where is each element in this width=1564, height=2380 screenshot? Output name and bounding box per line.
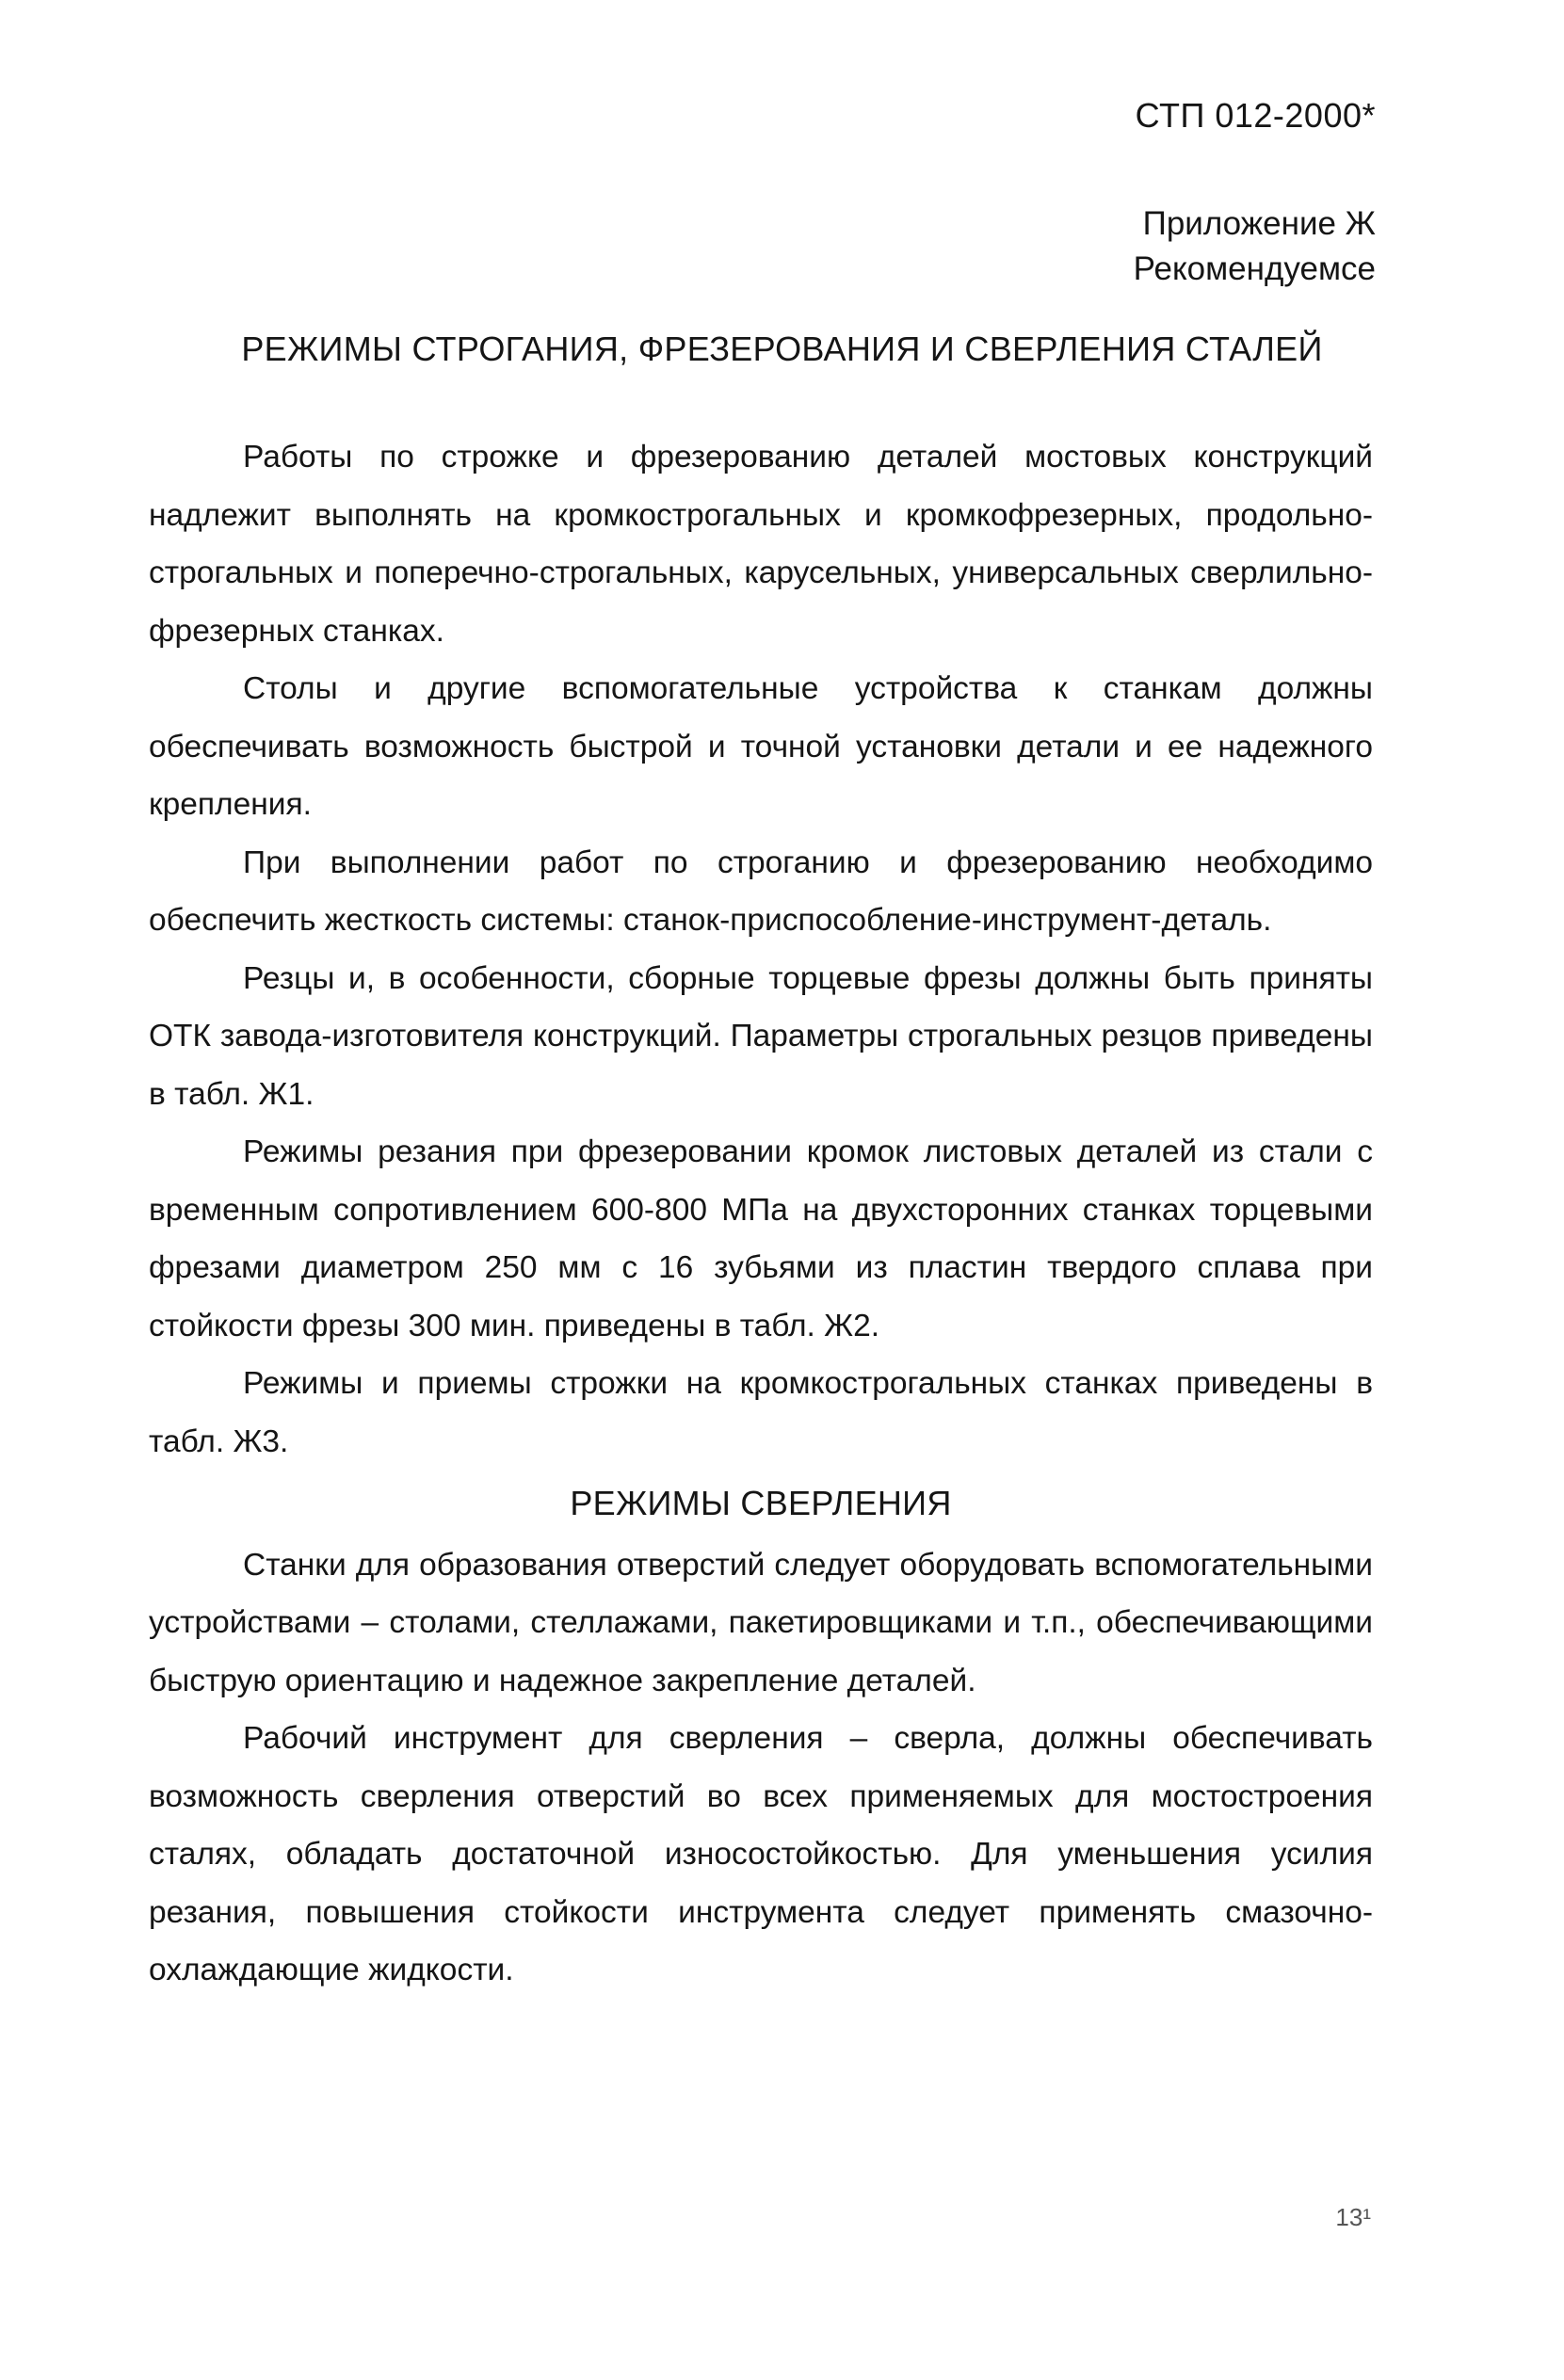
paragraph: Работы по строжке и фрезерованию деталей мостовых конструкций надлежит выполнять на кромкострогальных и кромкофрезерных, продольно-строгальных и поперечно-строгальных, карусельных, универсальных сверлильно-фрезерных станках.: [149, 440, 1373, 649]
annex-label: Приложение Ж: [1142, 205, 1376, 242]
paragraph: При выполнении работ по строганию и фрезерованию необходимо обеспечить жесткость системы: станок-приспособление-инструмент-деталь.: [149, 844, 1373, 938]
annex-status: Рекомендуемсе: [1133, 250, 1376, 287]
paragraph: Режимы и приемы строжки на кромкострогальных станках приведены в табл. Ж3.: [149, 1366, 1373, 1459]
page-title: РЕЖИМЫ СТРОГАНИЯ, ФРЕЗЕРОВАНИЯ И СВЕРЛЕНИЯ СТАЛЕЙ: [241, 330, 1323, 368]
paragraph: Режимы резания при фрезеровании кромок листовых деталей из стали с временным сопротивлением 600-800 МПа на двухсторонних станках торцевыми фрезами диаметром 250 мм с 16 зубьями из пластин твердого сплава при стойкости фрезы 300 мин. приведены в табл. Ж2.: [149, 1134, 1373, 1343]
section-title: РЕЖИМЫ СВЕРЛЕНИЯ: [570, 1484, 952, 1522]
document-code: СТП 012-2000*: [1135, 96, 1376, 135]
paragraph: Столы и другие вспомогательные устройства к станкам должны обеспечивать возможность быстрой и точной установки детали и ее надежного крепления.: [149, 671, 1373, 822]
document-body: [149, 428, 1373, 2000]
page-number: 13¹: [1335, 2203, 1371, 2231]
annex-header: [1134, 201, 1376, 292]
paragraph: Рабочий инструмент для сверления – сверла, должны обеспечивать возможность сверления отверстий во всех применяемых для мостостроения сталях, обладать достаточной износостойкостью. Для уменьшения усилия резания, повышения стойкости инструмента следует применять смазочно-охлаждающие жидкости.: [149, 1721, 1373, 1987]
paragraph: Резцы и, в особенности, сборные торцевые фрезы должны быть приняты ОТК завода-изготовителя конструкций. Параметры строгальных резцов приведены в табл. Ж1.: [149, 960, 1373, 1112]
paragraph: Станки для образования отверстий следует оборудовать вспомогательными устройствами – столами, стеллажами, пакетировщиками и т.п., обеспечивающими быструю ориентацию и надежное закрепление деталей.: [149, 1547, 1373, 1698]
